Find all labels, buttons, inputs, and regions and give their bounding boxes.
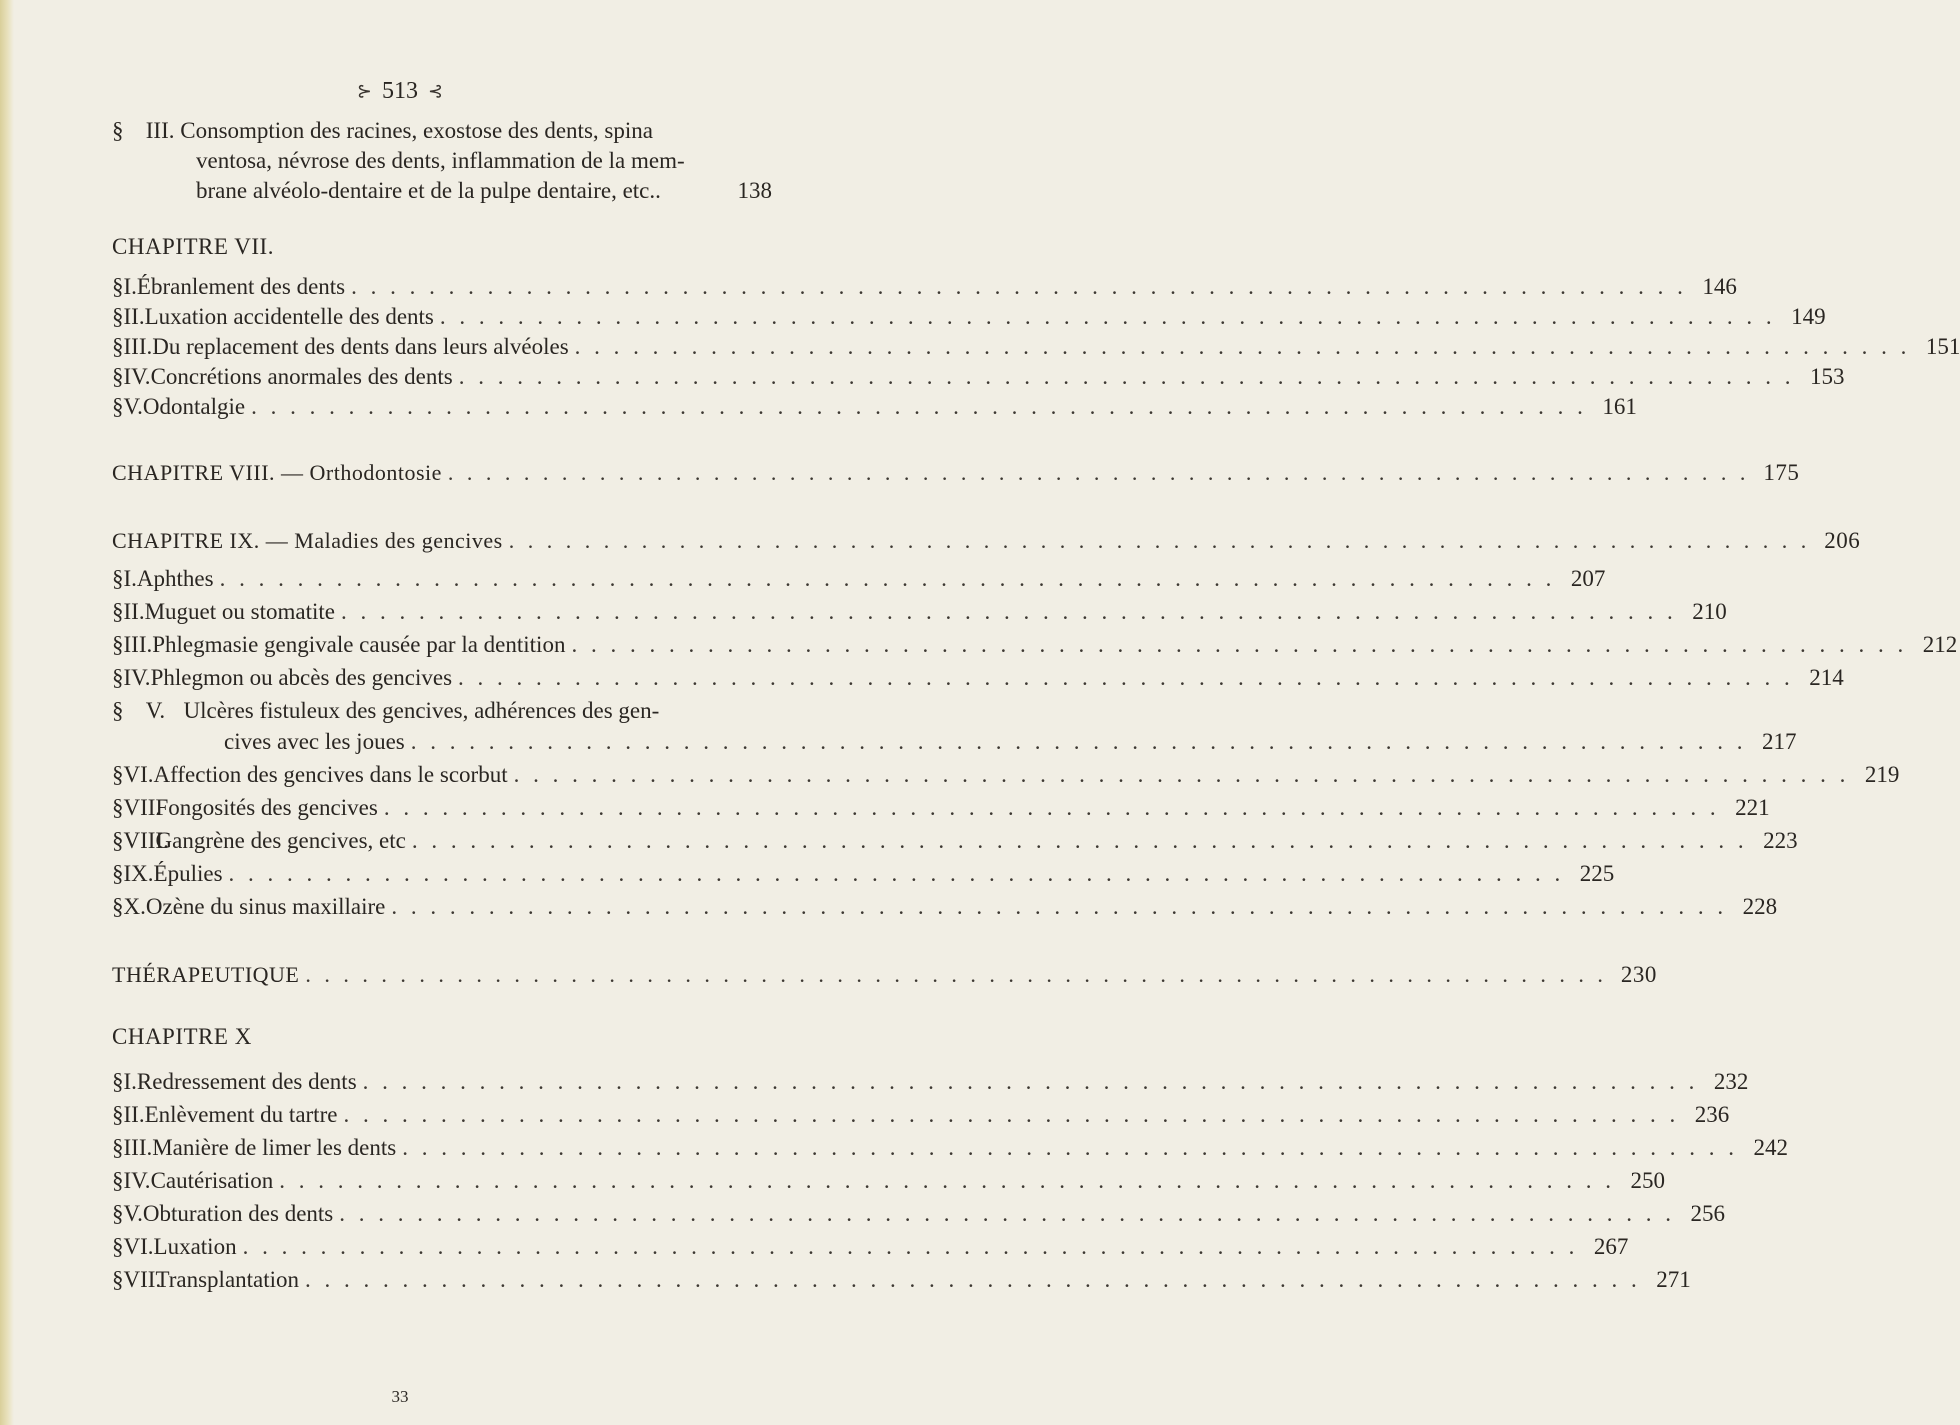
section-symbol: §	[112, 665, 124, 690]
entry-page: 138	[737, 178, 772, 203]
toc-entry	[112, 392, 1637, 422]
part-heading	[112, 960, 1657, 990]
entry-title: Phlegmon ou abcès des gencives	[150, 665, 453, 690]
section-symbol: §	[112, 1102, 124, 1127]
entry-title: CHAPITRE VIII. — Orthodontosie	[112, 460, 442, 485]
leader-dots: . . . . . . . . . . . . . . . . . . . . . . . . . . . . . . . . . . . . . . . . . . . . . . . . . . . . . . . . . . . . . . . . . . . . .	[571, 632, 1908, 657]
entry-page: 236	[1694, 1102, 1730, 1127]
section-number: V.	[123, 1201, 143, 1226]
section-symbol: §	[112, 1168, 124, 1193]
entry-title: Phlegmasie gengivale causée par la dentition	[152, 632, 566, 657]
section-number: VIII.	[123, 828, 169, 853]
entry-title: Obturation des dents	[142, 1201, 334, 1226]
toc-entry	[112, 564, 1606, 594]
section-symbol: §	[112, 599, 124, 624]
entry-title: Luxation accidentelle des dents	[144, 304, 434, 329]
toc-entry	[112, 793, 1770, 823]
toc-entry	[112, 597, 1727, 627]
section-number: IV.	[123, 364, 151, 389]
page-number: 513	[382, 77, 418, 104]
entry-page: 250	[1630, 1168, 1665, 1193]
entry-page: 214	[1809, 665, 1844, 690]
entry-page: 219	[1864, 762, 1900, 787]
toc-entry	[112, 1199, 1726, 1229]
section-number: VII.	[123, 795, 162, 820]
toc-entry	[112, 302, 1826, 332]
section-symbol: §	[112, 566, 124, 591]
entry-title: Aphthes	[136, 566, 214, 591]
entry-page: 206	[1824, 528, 1861, 553]
toc-entry	[224, 727, 1797, 757]
section-symbol: §	[112, 1135, 124, 1160]
leader-dots: . . . . . . . . . . . . . . . . . . . . . . . . . . . . . . . . . . . . . . . . . . . . . . . . . . . . . . . . . . . . . . . . . . . . .	[228, 861, 1565, 886]
entry-title: Ébranlement des dents	[136, 274, 346, 299]
ornament-left: ⊱	[356, 80, 372, 101]
toc-entry	[112, 1133, 1788, 1163]
section-symbol: §	[112, 334, 124, 359]
entry-title: Affection des gencives dans le scorbut	[153, 762, 508, 787]
section-number: VI.	[123, 762, 154, 787]
chapter-heading	[112, 458, 1800, 488]
section-symbol: §	[112, 364, 124, 389]
toc-entry	[112, 362, 1845, 392]
entry-page: 217	[1761, 729, 1797, 754]
printer-signature: 33	[391, 1387, 409, 1406]
toc-entry	[112, 1166, 1665, 1196]
leader-dots: . . . . . . . . . . . . . . . . . . . . . . . . . . . . . . . . . . . . . . . . . . . . . . . . . . . . . . . . . . . . . . . . . . . . .	[362, 1069, 1699, 1094]
leader-dots: . . . . . . . . . . . . . . . . . . . . . . . . . . . . . . . . . . . . . . . . . . . . . . . . . . . . . . . . . . . . . . . . . . . . .	[305, 1267, 1641, 1292]
section-symbol: §	[112, 1069, 124, 1094]
entry-page: 221	[1735, 795, 1770, 820]
toc-entry	[196, 176, 772, 206]
section-symbol: §	[112, 894, 124, 919]
section-symbol: §	[112, 304, 124, 329]
leader-dots: . . . . . . . . . . . . . . . . . . . . . . . . . . . . . . . . . . . . . . . . . . . . . . . . . . . . . . . . . . . . . . . . . . . . .	[410, 729, 1747, 754]
section-number: III.	[123, 334, 153, 359]
entry-title: cives avec les joues	[224, 729, 405, 754]
entry-text: III. Consomption des racines, exostose des dents, spina	[145, 118, 653, 143]
leader-dots: . . . . . . . . . . . . . . . . . . . . . . . . . . . . . . . . . . . . . . . . . . . . . . . . . . . . . . . . . . . . . . . . . . . . .	[574, 334, 1911, 359]
entry-title: THÉRAPEUTIQUE	[112, 962, 300, 987]
entry-page: 225	[1579, 861, 1615, 886]
entry-page: 153	[1809, 364, 1845, 389]
section-symbol: §	[112, 762, 124, 787]
leader-dots: . . . . . . . . . . . . . . . . . . . . . . . . . . . . . . . . . . . . . . . . . . . . . . . . . . . . . . . . . . . . . . . . . . . . .	[383, 795, 1720, 820]
toc-entry	[112, 760, 1900, 790]
leader-dots: . . . . . . . . . . . . . . . . . . . . . . . . . . . . . . . . . . . . . . . . . . . . . . . . . . . . . . . . . . . . . . . . . . . . .	[447, 460, 1750, 485]
entry-title: Fongosités des gencives	[155, 795, 378, 820]
chapter-heading: CHAPITRE VII.	[112, 234, 274, 259]
section-number: V.	[145, 698, 166, 723]
section-symbol: §	[112, 394, 124, 419]
entry-page: 228	[1742, 894, 1778, 919]
toc-entry-continuation	[112, 116, 653, 146]
section-number: II.	[123, 599, 145, 624]
toc-entry	[112, 272, 1737, 302]
entry-title: CHAPITRE IX. — Maladies des gencives	[112, 528, 503, 553]
entry-title: Odontalgie	[142, 394, 246, 419]
leader-dots: . . . . . . . . . . . . . . . . . . . . . . . . . . . . . . . . . . . . . . . . . . . . . . . . . . . . . . . . . . . . . . . . . . . . .	[340, 599, 1677, 624]
section-symbol: §	[112, 698, 124, 723]
leader-dots: . . . . . . . . . . . . . . . . . . . . . . . . . . . . . . . . . . . . . . . . . . . . . . . . . . . . . . . . . . . . . . . . . . . . .	[251, 394, 1587, 419]
leader-dots: . . . . . . . . . . . . . . . . . . . . . . . . . . . . . . . . . . . . . . . . . . . . . . . . . . . . . . . . . . . . . . . . . . . . .	[351, 274, 1687, 299]
section-number: III.	[123, 632, 153, 657]
section-symbol: §	[112, 274, 124, 299]
entry-page: 230	[1620, 962, 1657, 987]
section-number: II.	[123, 304, 145, 329]
entry-title: Concrétions anormales des dents	[150, 364, 453, 389]
leader-dots: . . . . . . . . . . . . . . . . . . . . . . . . . . . . . . . . . . . . . . . . . . . . . . . . . . . . . . . . . . . . . . . . . . . . .	[458, 665, 1794, 690]
entry-title: Luxation	[153, 1234, 237, 1259]
section-number: V.	[123, 394, 143, 419]
section-number: IV.	[123, 1168, 151, 1193]
section-number: I.	[123, 1069, 137, 1094]
toc-entry-continuation-line	[196, 146, 685, 176]
entry-title: Redressement des dents	[136, 1069, 357, 1094]
leader-dots: . . . . . . . . . . . . . . . . . . . . . . . . . . . . . . . . . . . . . . . . . . . . . . . . . . . . . . . . . . . . . . . . . . . . .	[339, 1201, 1676, 1226]
entry-title: Enlèvement du tartre	[144, 1102, 338, 1127]
entry-title: Manière de limer les dents	[152, 1135, 397, 1160]
toc-entry	[112, 1067, 1749, 1097]
chapter-heading	[112, 526, 1861, 556]
entry-title: Du replacement des dents dans leurs alvéoles	[152, 334, 569, 359]
entry-title: Transplantation	[155, 1267, 300, 1292]
toc-entry	[112, 859, 1615, 889]
leader-dots: . . . . . . . . . . . . . . . . . . . . . . . . . . . . . . . . . . . . . . . . . . . . . . . . . . . . . . . . . . . . . . . . . . . . .	[513, 762, 1850, 787]
section-symbol: §	[112, 1201, 124, 1226]
entry-page: 267	[1593, 1234, 1629, 1259]
entry-page: 207	[1570, 566, 1606, 591]
leader-dots: . . . . . . . . . . . . . . . . . . . . . . . . . . . . . . . . . . . . . . . . . . . . . . . . . . . . . . . . . . . . . . . . . . . . .	[305, 962, 1607, 987]
section-number: I.	[123, 274, 137, 299]
leader-dots: . . . . . . . . . . . . . . . . . . . . . . . . . . . . . . . . . . . . . . . . . . . . . . . . . . . . . . . . . . . . . . . . . . . . .	[402, 1135, 1738, 1160]
leader-dots: . . . . . . . . . . . . . . . . . . . . . . . . . . . . . . . . . . . . . . . . . . . . . . . . . . . . . . . . . . . . . . . . . . . . .	[391, 894, 1728, 919]
entry-title: Cautérisation	[150, 1168, 274, 1193]
toc-entry	[112, 630, 1958, 660]
section-number: III.	[123, 1135, 153, 1160]
toc-entry	[112, 663, 1844, 693]
entry-title: Épulies	[153, 861, 223, 886]
section-number: II.	[123, 1102, 145, 1127]
section-number: IX.	[123, 861, 154, 886]
toc-entry-continuation	[112, 696, 659, 726]
chapter-heading: CHAPITRE X	[112, 1024, 252, 1049]
section-symbol: §	[112, 828, 124, 853]
section-symbol: §	[112, 861, 124, 886]
section-symbol: §	[112, 1267, 124, 1292]
entry-page: 223	[1763, 828, 1798, 853]
section-number: VI.	[123, 1234, 154, 1259]
entry-title: Gangrène des gencives, etc	[155, 828, 406, 853]
entry-page: 242	[1753, 1135, 1788, 1160]
section-number: IV.	[123, 665, 151, 690]
entry-title: Ulcères fistuleux des gencives, adhérences des gen-	[183, 698, 660, 723]
section-symbol: §	[112, 632, 124, 657]
toc-entry	[112, 1100, 1730, 1130]
section-symbol: §	[112, 1234, 124, 1259]
toc-entry	[112, 1265, 1691, 1295]
entry-text: ventosa, névrose des dents, inflammation de la mem-	[196, 148, 685, 173]
toc-entry	[112, 826, 1798, 856]
section-symbol: §	[112, 118, 124, 143]
leader-dots: . . . . . . . . . . . . . . . . . . . . . . . . . . . . . . . . . . . . . . . . . . . . . . . . . . . . . . . . . . . . . . . . . . . . .	[242, 1234, 1579, 1259]
leader-dots: . . . . . . . . . . . . . . . . . . . . . . . . . . . . . . . . . . . . . . . . . . . . . . . . . . . . . . . . . . . . . . . . . . . . .	[508, 528, 1811, 553]
toc-entry	[112, 332, 1960, 362]
toc-entry	[112, 1232, 1629, 1262]
ornament-right: ⊰	[428, 80, 444, 101]
entry-page: 212	[1922, 632, 1958, 657]
leader-dots: . . . . . . . . . . . . . . . . . . . . . . . . . . . . . . . . . . . . . . . . . . . . . . . . . . . . . . . . . . . . . . . . . . . . .	[343, 1102, 1680, 1127]
entry-page: 146	[1702, 274, 1737, 299]
entry-page: 232	[1713, 1069, 1749, 1094]
entry-page: 271	[1656, 1267, 1691, 1292]
entry-page: 161	[1602, 394, 1637, 419]
leader-dots: . . . . . . . . . . . . . . . . . . . . . . . . . . . . . . . . . . . . . . . . . . . . . . . . . . . . . . . . . . . . . . . . . . . . .	[219, 566, 1556, 591]
section-number: VII.	[123, 1267, 162, 1292]
leader-dots: . . . . . . . . . . . . . . . . . . . . . . . . . . . . . . . . . . . . . . . . . . . . . . . . . . . . . . . . . . . . . . . . . . . . .	[439, 304, 1776, 329]
entry-page: 210	[1692, 599, 1727, 624]
entry-page: 151	[1925, 334, 1960, 359]
entry-page: 175	[1763, 460, 1800, 485]
leader-dots: . . . . . . . . . . . . . . . . . . . . . . . . . . . . . . . . . . . . . . . . . . . . . . . . . . . . . . . . . . . . . . . . . . . . .	[411, 828, 1748, 853]
leader-dots: . . . . . . . . . . . . . . . . . . . . . . . . . . . . . . . . . . . . . . . . . . . . . . . . . . . . . . . . . . . . . . . . . . . . .	[279, 1168, 1615, 1193]
section-symbol: §	[112, 795, 124, 820]
entry-title: Muguet ou stomatite	[144, 599, 335, 624]
toc-entry	[112, 892, 1778, 922]
entry-title: Ozène du sinus maxillaire	[145, 894, 386, 919]
section-number: I.	[123, 566, 137, 591]
leader-dots: . . . . . . . . . . . . . . . . . . . . . . . . . . . . . . . . . . . . . . . . . . . . . . . . . . . . . . . . . . . . . . . . . . . . .	[458, 364, 1795, 389]
entry-page: 149	[1791, 304, 1826, 329]
entry-page: 256	[1690, 1201, 1726, 1226]
section-number: X.	[123, 894, 146, 919]
entry-title: brane alvéolo-dentaire et de la pulpe dentaire, etc..	[196, 178, 661, 203]
